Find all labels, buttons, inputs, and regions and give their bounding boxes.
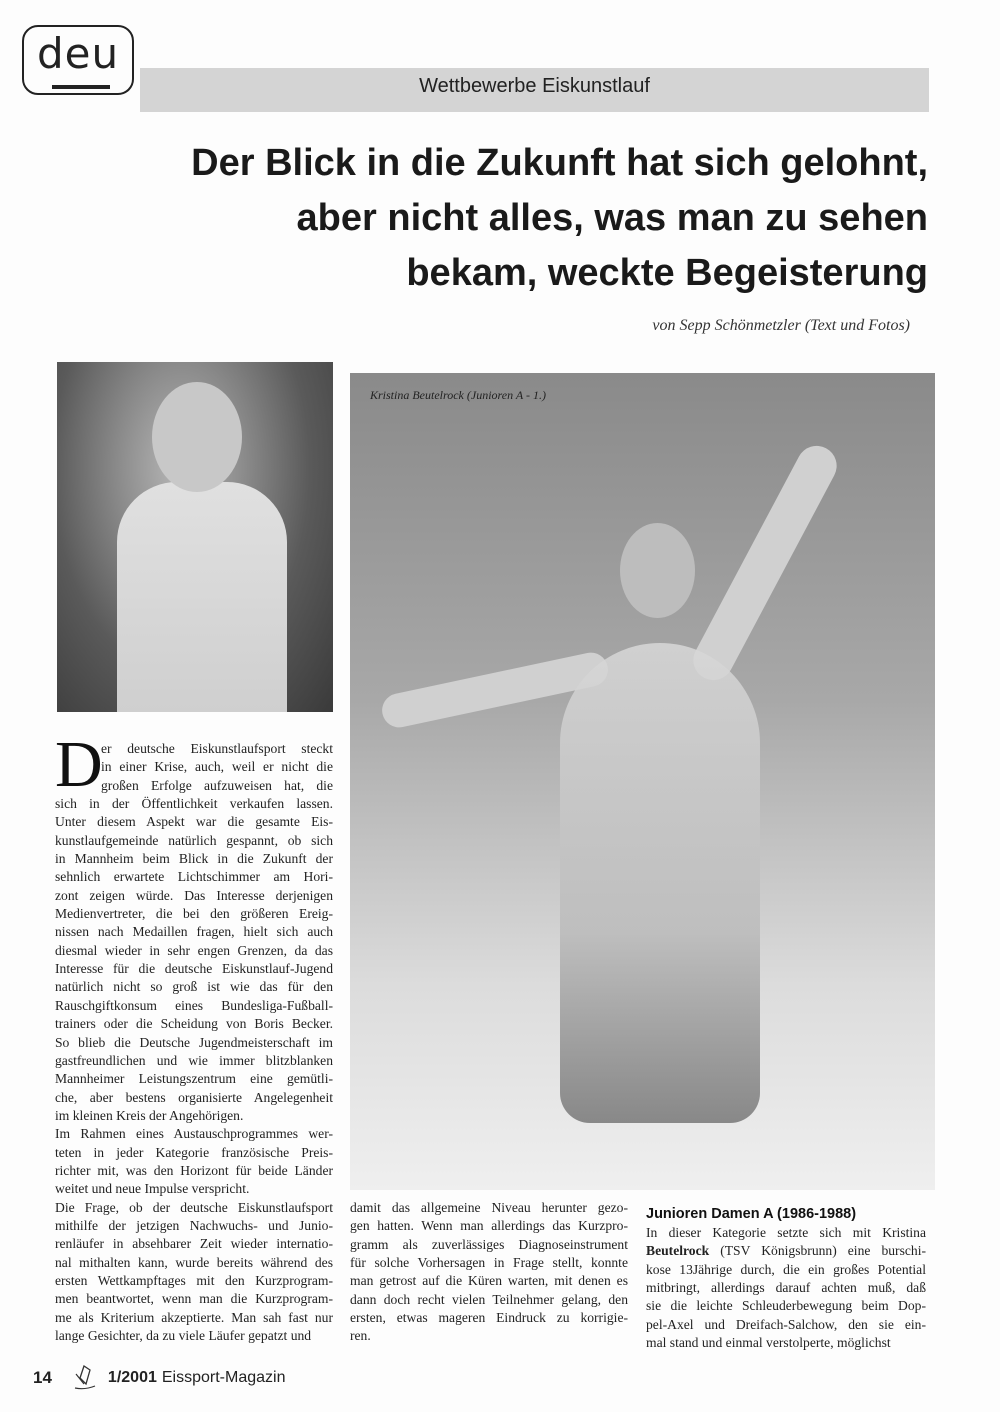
text-line: man getrost auf die Küren warten, mit denen es bbox=[350, 1273, 628, 1289]
text-line: kose 13Jährige durch, die ein großes Potential bbox=[646, 1261, 926, 1277]
sub-heading: Junioren Damen A (1986-1988) bbox=[646, 1206, 857, 1222]
text-line: Im Rahmen eines Austauschprogrammes wer- bbox=[55, 1126, 333, 1142]
text-line: im kleinen Kreis der Angehörigen. bbox=[55, 1107, 244, 1123]
column-middle bbox=[350, 1199, 628, 1346]
skater-bird-icon bbox=[72, 1364, 98, 1392]
headline bbox=[191, 136, 928, 301]
text-line: mithilfe der jetzigen Nachwuchs- und Junio- bbox=[55, 1217, 333, 1233]
page-number: 14 bbox=[33, 1368, 52, 1387]
headline-line: bekam, weckte Begeisterung bbox=[406, 252, 928, 294]
column-left bbox=[55, 740, 333, 1345]
issue-number: 1/2001 bbox=[107, 1369, 157, 1386]
text-line: mal stand und einmal verstolperte, möglichst bbox=[646, 1335, 891, 1351]
text-line: sich in der Öffentlichkeit verkaufen lassen. bbox=[55, 796, 333, 812]
text-line: pel-Axel und Dreifach-Salchow, den sie ein- bbox=[646, 1316, 926, 1332]
text-line: gramm als zuverlässiges Diagnoseinstrument bbox=[350, 1236, 628, 1252]
text-line: Interesse für die deutsche Eiskunstlauf-Jugend bbox=[55, 961, 333, 977]
text-line: lange Gesichter, da zu viele Läufer gepatzt und bbox=[55, 1328, 312, 1343]
text-line: Medienvertreter, die bei den größeren Ereig- bbox=[55, 906, 333, 922]
section-title: Wettbewerbe Eiskunstlauf bbox=[419, 75, 650, 97]
text-line: nissen nach Medaillen fragen, hielt sich auch bbox=[55, 924, 333, 940]
text-line: großen Erfolge aufzuweisen hat, die bbox=[101, 777, 333, 793]
text-line: nal mithalten kann, wurde bereits während des bbox=[55, 1254, 333, 1270]
byline: von Sepp Schönmetzler (Text und Fotos) bbox=[652, 317, 910, 334]
text-line: So blieb die Deutsche Jugendmeisterschaft im bbox=[55, 1034, 333, 1050]
photo-head bbox=[620, 523, 695, 618]
logo-text: deu bbox=[36, 29, 120, 78]
text-line: trainers oder die Scheidung von Boris Becker. bbox=[55, 1016, 333, 1032]
text-line: sehnlich erwartete Lichtschimmer am Hori- bbox=[55, 869, 333, 885]
text-line: dann doch recht vielen Teilnehmer gelang, den bbox=[350, 1291, 628, 1307]
column-right bbox=[646, 1224, 926, 1352]
text-line: Mannheimer Leistungszentrum eine gemütli- bbox=[55, 1071, 333, 1087]
text-line: ersten Wettkampftages mit den Kurzprogram- bbox=[55, 1272, 333, 1288]
text-line: Rauschgiftkonsum eines Bundesliga-Fußball- bbox=[55, 997, 333, 1013]
text-line: ersten, etwas mageren Eindruck zu korrigie- bbox=[350, 1310, 628, 1326]
logo-underline bbox=[52, 85, 110, 89]
text-line: gen hatten. Wenn man allerdings das Kurzpro- bbox=[350, 1218, 628, 1234]
text-line: Die Frage, ob der deutsche Eiskunstlaufsport bbox=[55, 1199, 333, 1215]
footer bbox=[33, 1364, 285, 1392]
photo-figure bbox=[560, 643, 760, 1123]
text-line: kunstlaufgemeinde natürlich gespannt, ob sich bbox=[55, 832, 333, 848]
text-line: in Mannheim beim Blick in die Zukunft der bbox=[55, 851, 333, 867]
text-line: weitet und neue Impulse verspricht. bbox=[55, 1181, 250, 1197]
text-line: zont zeigen würde. Das Interesse derjenigen bbox=[55, 887, 333, 903]
text-line: für solche Vorhersagen in Frage stellt, konnte bbox=[350, 1255, 628, 1271]
photo-arm bbox=[686, 439, 843, 687]
photo-skater-spiral bbox=[350, 373, 935, 1190]
text-line: er deutsche Eiskunstlaufsport steckt bbox=[101, 741, 333, 756]
photo-figure bbox=[117, 482, 287, 712]
text-line: renläufer in absehbarer Zeit wieder internatio- bbox=[55, 1236, 333, 1252]
headline-line: aber nicht alles, was man zu sehen bbox=[296, 197, 928, 239]
text-line: ren. bbox=[350, 1328, 371, 1344]
text-line: teten in jeder Kategorie französische Preis- bbox=[55, 1144, 333, 1160]
photo-caption: Kristina Beutelrock (Junioren A - 1.) bbox=[370, 388, 546, 402]
text-line: in einer Krise, auch, weil er nicht die bbox=[101, 759, 333, 775]
deu-logo bbox=[22, 25, 134, 95]
photo-skater-with-trophy bbox=[57, 362, 333, 712]
text-line: me als Kriterium akzeptierte. Man sah fast nur bbox=[55, 1309, 333, 1325]
photo-head bbox=[152, 382, 242, 492]
text-line: gastfreundlichen und wie immer blitzblanken bbox=[55, 1052, 333, 1068]
text-line: Beutelrock (TSV Königsbrunn) eine burschi- bbox=[646, 1243, 926, 1259]
text-line: richter mit, was den Horizont für beide Länder bbox=[55, 1162, 333, 1178]
text-line: che, aber bestens organisierte Angelegenheit bbox=[55, 1089, 333, 1105]
magazine-name: Eissport-Magazin bbox=[161, 1369, 286, 1386]
text-line: men beantwortet, wenn man die Kurzprogram- bbox=[55, 1291, 333, 1307]
headline-line: Der Blick in die Zukunft hat sich gelohnt, bbox=[191, 142, 928, 184]
text-line: natürlich nicht so groß ist wie das für den bbox=[55, 979, 333, 995]
text-line: Unter diesem Aspekt war die gesamte Eis- bbox=[55, 814, 333, 830]
text-line: diesmal wieder in sehr engen Grenzen, da das bbox=[55, 942, 333, 958]
text-line: In dieser Kategorie setzte sich mit Kristina bbox=[646, 1225, 926, 1240]
text-line: mitbringt, allerdings darauf achten muß, daß bbox=[646, 1280, 926, 1296]
text-line: damit das allgemeine Niveau herunter gezo- bbox=[350, 1200, 628, 1215]
text-line: sie die leichte Schleuderbewegung beim Dop- bbox=[646, 1298, 926, 1314]
drop-cap: D bbox=[55, 728, 103, 801]
